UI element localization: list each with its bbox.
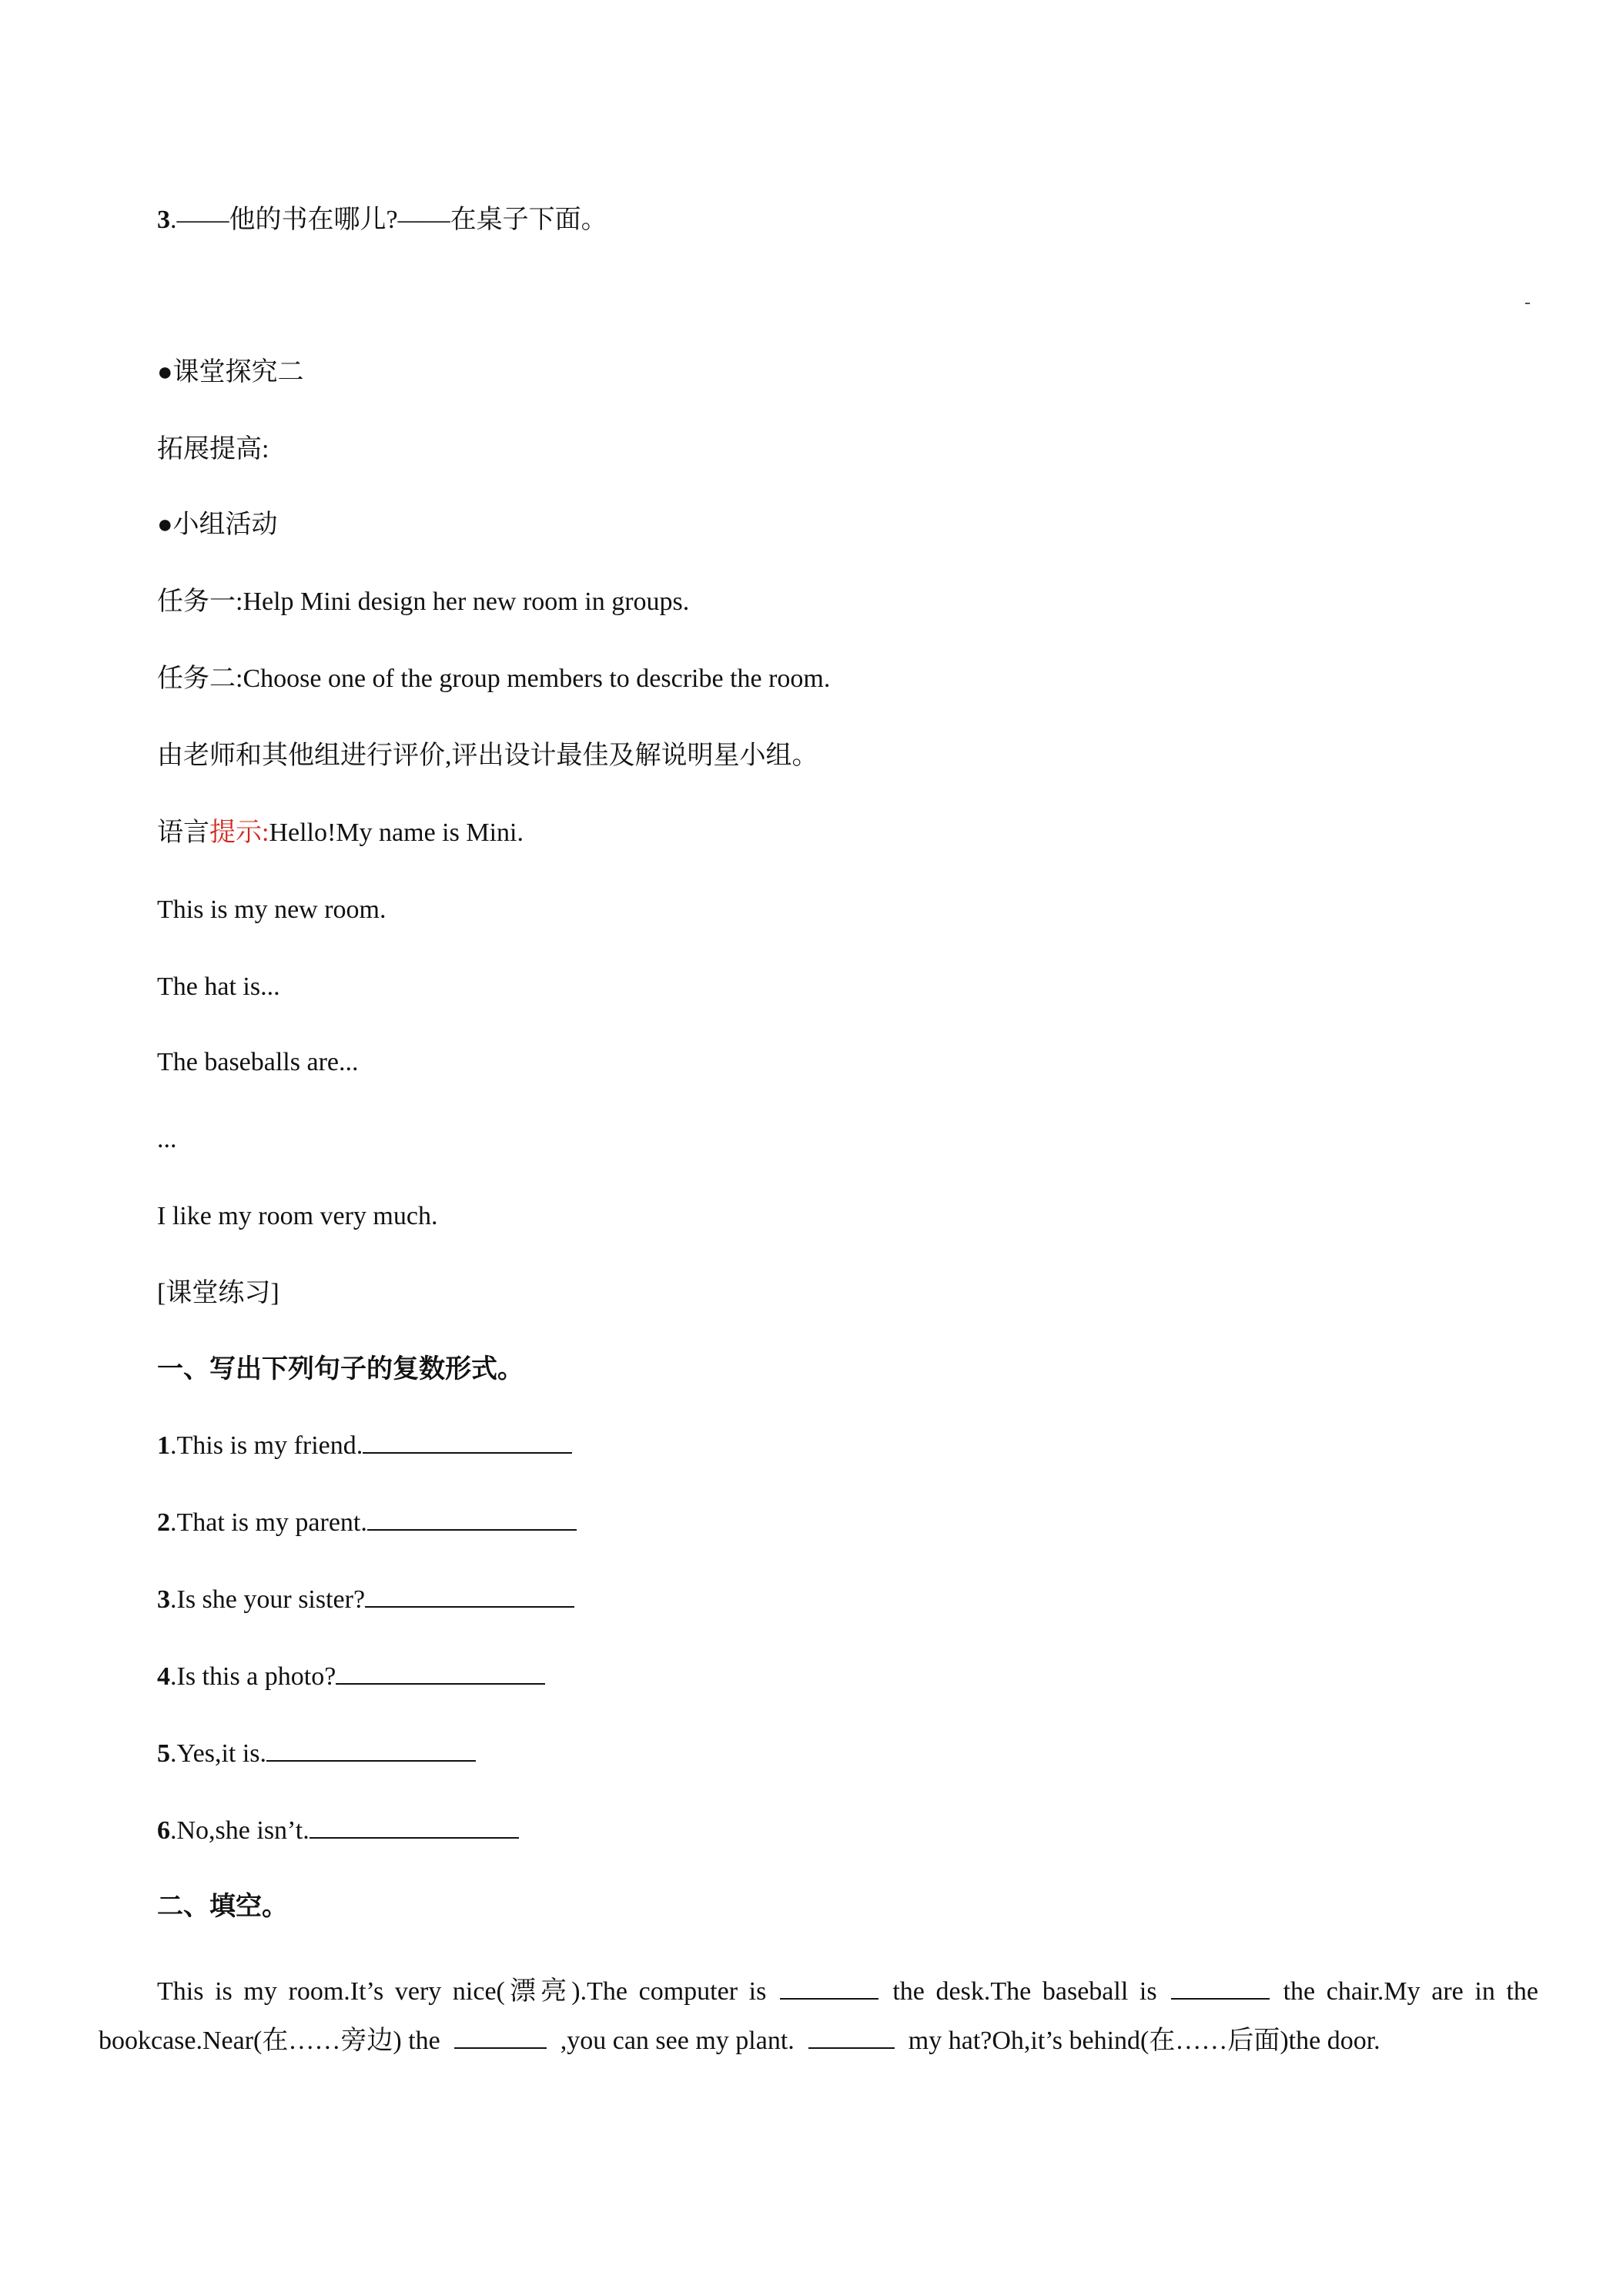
hint-prefix: 语言 <box>157 818 209 847</box>
language-hint <box>157 816 524 850</box>
answer-blank[interactable] <box>336 1660 545 1685</box>
question-text: .——他的书在哪儿?——在桌子下面。 <box>170 206 607 234</box>
item-number: 2 <box>157 1508 170 1537</box>
page-marker: - <box>1524 293 1531 313</box>
fill-text: my hat?Oh,it’s behind(在……后面)the door. <box>908 2027 1380 2055</box>
exercise-item <box>157 1737 476 1771</box>
extend-label: 拓展提高: <box>157 435 269 464</box>
fill-in-paragraph <box>99 1967 1538 2066</box>
exercise-item <box>157 1429 572 1463</box>
item-text: .No,she isn’t. <box>170 1816 310 1845</box>
fill-text: ,you can see my plant. <box>560 2027 795 2055</box>
hint-line: The hat is... <box>157 972 280 1001</box>
fill-blank[interactable] <box>808 2026 895 2049</box>
item-text: .This is my friend. <box>170 1431 363 1460</box>
answer-blank[interactable] <box>310 1814 519 1839</box>
fill-blank[interactable] <box>780 1976 878 2000</box>
fill-text: the desk.The baseball is <box>892 1977 1157 2006</box>
practice-title: [课堂练习] <box>157 1279 279 1307</box>
exercise-item <box>157 1506 577 1540</box>
evaluation-note: 由老师和其他组进行评价,评出设计最佳及解说明星小组。 <box>157 741 818 770</box>
fill-text: are in the bookcase.Near(在……旁边) the <box>99 1977 1539 2055</box>
question-number: 3 <box>157 206 170 234</box>
fill-blank[interactable] <box>1171 1976 1270 2000</box>
item-text: .That is my parent. <box>170 1508 367 1537</box>
fill-text: the chair.My <box>1283 1977 1421 2006</box>
hint-line: I like my room very much. <box>157 1202 438 1230</box>
question-3-line <box>157 203 607 237</box>
hint-line: The baseballs are... <box>157 1048 359 1076</box>
fill-blank[interactable] <box>454 2026 547 2049</box>
hint-line: This is my new room. <box>157 895 387 924</box>
exercise-item <box>157 1660 545 1694</box>
answer-blank[interactable] <box>367 1506 577 1531</box>
explore-two-title: ●课堂探究二 <box>157 358 304 387</box>
item-text: .Is she your sister? <box>170 1585 366 1614</box>
task-two: 任务二:Choose one of the group members to describe the room. <box>157 664 831 693</box>
section-two-title: 二、填空。 <box>157 1891 288 1922</box>
exercise-item <box>157 1583 574 1617</box>
item-number: 1 <box>157 1431 170 1460</box>
hint-text: Hello!My name is Mini. <box>269 818 524 847</box>
item-text: .Is this a photo? <box>170 1662 336 1691</box>
fill-text: This is my room.It’s very nice(漂亮).The computer is <box>157 1977 767 2006</box>
exercise-item <box>157 1814 519 1848</box>
answer-blank[interactable] <box>365 1583 574 1608</box>
section-one-title: 一、写出下列句子的复数形式。 <box>157 1354 524 1384</box>
answer-blank[interactable] <box>266 1737 476 1762</box>
item-number: 5 <box>157 1739 170 1768</box>
group-activity-label: ●小组活动 <box>157 510 278 539</box>
hint-line: ... <box>157 1125 177 1153</box>
item-number: 4 <box>157 1662 170 1691</box>
task-one: 任务一:Help Mini design her new room in groups. <box>157 587 690 616</box>
item-text: .Yes,it is. <box>170 1739 267 1768</box>
hint-label: 提示: <box>209 818 269 847</box>
answer-blank[interactable] <box>363 1429 572 1454</box>
item-number: 3 <box>157 1585 170 1614</box>
item-number: 6 <box>157 1816 170 1845</box>
